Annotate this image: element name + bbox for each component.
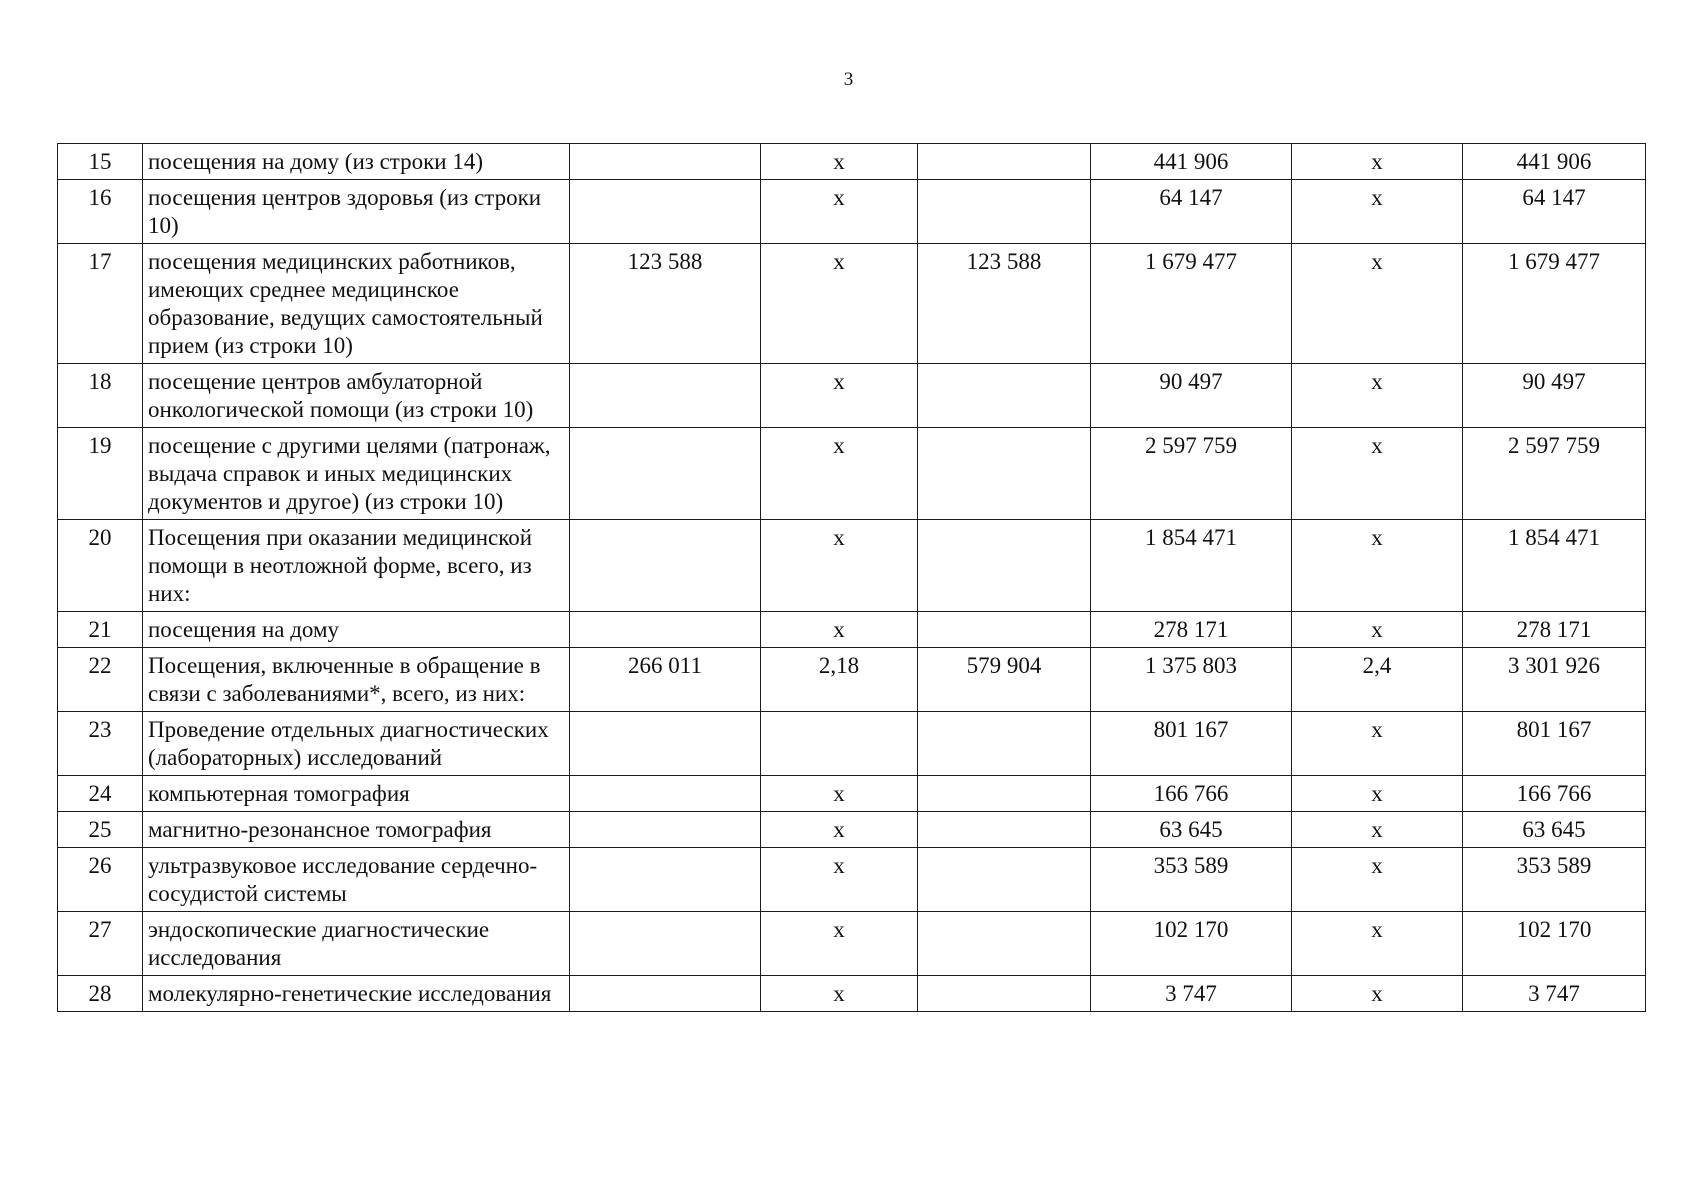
row-number: 27 (58, 912, 143, 976)
table-cell: 63 645 (1463, 812, 1646, 848)
table-cell (918, 428, 1091, 520)
table-cell: 64 147 (1463, 180, 1646, 244)
table-cell: 266 011 (570, 648, 761, 712)
table-cell (761, 712, 918, 776)
row-number: 24 (58, 776, 143, 812)
table-cell (570, 712, 761, 776)
table-row (58, 848, 1646, 912)
table-cell (918, 364, 1091, 428)
row-number: 26 (58, 848, 143, 912)
table-cell: 1 679 477 (1091, 244, 1292, 364)
row-label: молекулярно-генетические исследования (143, 976, 570, 1012)
table-cell: 123 588 (570, 244, 761, 364)
table-cell (570, 812, 761, 848)
table-cell: 1 375 803 (1091, 648, 1292, 712)
page-number: 3 (843, 69, 854, 90)
table-cell: 2 597 759 (1091, 428, 1292, 520)
table-cell (570, 520, 761, 612)
data-table (57, 143, 1646, 1012)
table-cell: 801 167 (1091, 712, 1292, 776)
row-label: Посещения, включенные в обращение в связи с заболеваниями*, всего, из них: (143, 648, 570, 712)
row-number: 15 (58, 144, 143, 180)
table-row (58, 144, 1646, 180)
row-label: посещение с другими целями (патронаж, выдача справок и иных медицинских документов и другое) (из строки 10) (143, 428, 570, 520)
table-cell: 1 854 471 (1091, 520, 1292, 612)
table-row (58, 364, 1646, 428)
row-number: 19 (58, 428, 143, 520)
table-cell: х (1292, 912, 1463, 976)
table-cell: 2,4 (1292, 648, 1463, 712)
table-cell: 166 766 (1463, 776, 1646, 812)
table-row (58, 912, 1646, 976)
table-row (58, 776, 1646, 812)
table-cell: х (1292, 848, 1463, 912)
table-cell: х (1292, 244, 1463, 364)
table-cell: 3 747 (1091, 976, 1292, 1012)
table-cell: х (761, 180, 918, 244)
table-cell (570, 776, 761, 812)
table-cell (918, 912, 1091, 976)
table-cell (918, 776, 1091, 812)
table-cell: х (761, 364, 918, 428)
row-label: Проведение отдельных диагностических (лабораторных) исследований (143, 712, 570, 776)
table-cell: 102 170 (1463, 912, 1646, 976)
table-cell (918, 976, 1091, 1012)
row-label: Посещения при оказании медицинской помощи в неотложной форме, всего, из них: (143, 520, 570, 612)
table-cell: 2 597 759 (1463, 428, 1646, 520)
table-cell: х (761, 428, 918, 520)
table-cell (570, 364, 761, 428)
table-cell: 1 854 471 (1463, 520, 1646, 612)
table-cell: х (1292, 976, 1463, 1012)
table-cell: 90 497 (1091, 364, 1292, 428)
row-number: 23 (58, 712, 143, 776)
table-cell (918, 180, 1091, 244)
table-cell (918, 144, 1091, 180)
table-cell: х (761, 520, 918, 612)
table-cell (570, 976, 761, 1012)
row-number: 16 (58, 180, 143, 244)
table-cell: 3 301 926 (1463, 648, 1646, 712)
table-cell: х (761, 976, 918, 1012)
table-row (58, 976, 1646, 1012)
table-cell: 3 747 (1463, 976, 1646, 1012)
table-cell: 353 589 (1463, 848, 1646, 912)
table-cell: 353 589 (1091, 848, 1292, 912)
table-cell: 64 147 (1091, 180, 1292, 244)
table-cell (570, 912, 761, 976)
row-number: 20 (58, 520, 143, 612)
table-cell: х (1292, 364, 1463, 428)
table-cell (570, 180, 761, 244)
table-cell: 90 497 (1463, 364, 1646, 428)
table-row (58, 428, 1646, 520)
table-row (58, 648, 1646, 712)
table-cell: х (761, 812, 918, 848)
table-cell: 441 906 (1091, 144, 1292, 180)
table-cell: 278 171 (1091, 612, 1292, 648)
table-row (58, 244, 1646, 364)
table-cell: х (1292, 520, 1463, 612)
table-cell (570, 428, 761, 520)
table-cell (918, 520, 1091, 612)
table-cell: х (761, 776, 918, 812)
table-row (58, 180, 1646, 244)
table-cell (570, 612, 761, 648)
table-cell: 166 766 (1091, 776, 1292, 812)
row-label: эндоскопические диагностические исследования (143, 912, 570, 976)
table-cell: х (1292, 712, 1463, 776)
row-label: посещения центров здоровья (из строки 10) (143, 180, 570, 244)
table-cell: 441 906 (1463, 144, 1646, 180)
row-label: посещения на дому (143, 612, 570, 648)
table-cell (918, 812, 1091, 848)
table-cell: 63 645 (1091, 812, 1292, 848)
row-label: посещения на дому (из строки 14) (143, 144, 570, 180)
table-cell: х (761, 244, 918, 364)
table-row (58, 812, 1646, 848)
table-cell: х (1292, 144, 1463, 180)
table-cell (570, 144, 761, 180)
table-cell (570, 848, 761, 912)
table-cell: 1 679 477 (1463, 244, 1646, 364)
table-cell: 801 167 (1463, 712, 1646, 776)
row-number: 25 (58, 812, 143, 848)
row-number: 18 (58, 364, 143, 428)
table-row (58, 612, 1646, 648)
table-cell: х (761, 848, 918, 912)
table-row (58, 520, 1646, 612)
table-cell (918, 712, 1091, 776)
row-label: компьютерная томография (143, 776, 570, 812)
table-cell: х (1292, 812, 1463, 848)
table-cell: 579 904 (918, 648, 1091, 712)
table-cell (918, 848, 1091, 912)
table-cell (918, 612, 1091, 648)
row-number: 17 (58, 244, 143, 364)
row-label: посещения медицинских работников, имеющих среднее медицинское образование, ведущих самостоятельный прием (из строки 10) (143, 244, 570, 364)
table-cell: х (1292, 612, 1463, 648)
row-number: 22 (58, 648, 143, 712)
table-cell: 278 171 (1463, 612, 1646, 648)
table-row (58, 712, 1646, 776)
row-number: 21 (58, 612, 143, 648)
row-number: 28 (58, 976, 143, 1012)
table-cell: 2,18 (761, 648, 918, 712)
table-cell: х (761, 612, 918, 648)
row-label: посещение центров амбулаторной онкологической помощи (из строки 10) (143, 364, 570, 428)
table-cell: х (1292, 428, 1463, 520)
table-cell: х (1292, 180, 1463, 244)
table-cell: 102 170 (1091, 912, 1292, 976)
table-cell: х (1292, 776, 1463, 812)
table-cell: х (761, 144, 918, 180)
table-cell: х (761, 912, 918, 976)
row-label: ультразвуковое исследование сердечно-сосудистой системы (143, 848, 570, 912)
table-cell: 123 588 (918, 244, 1091, 364)
row-label: магнитно-резонансное томография (143, 812, 570, 848)
